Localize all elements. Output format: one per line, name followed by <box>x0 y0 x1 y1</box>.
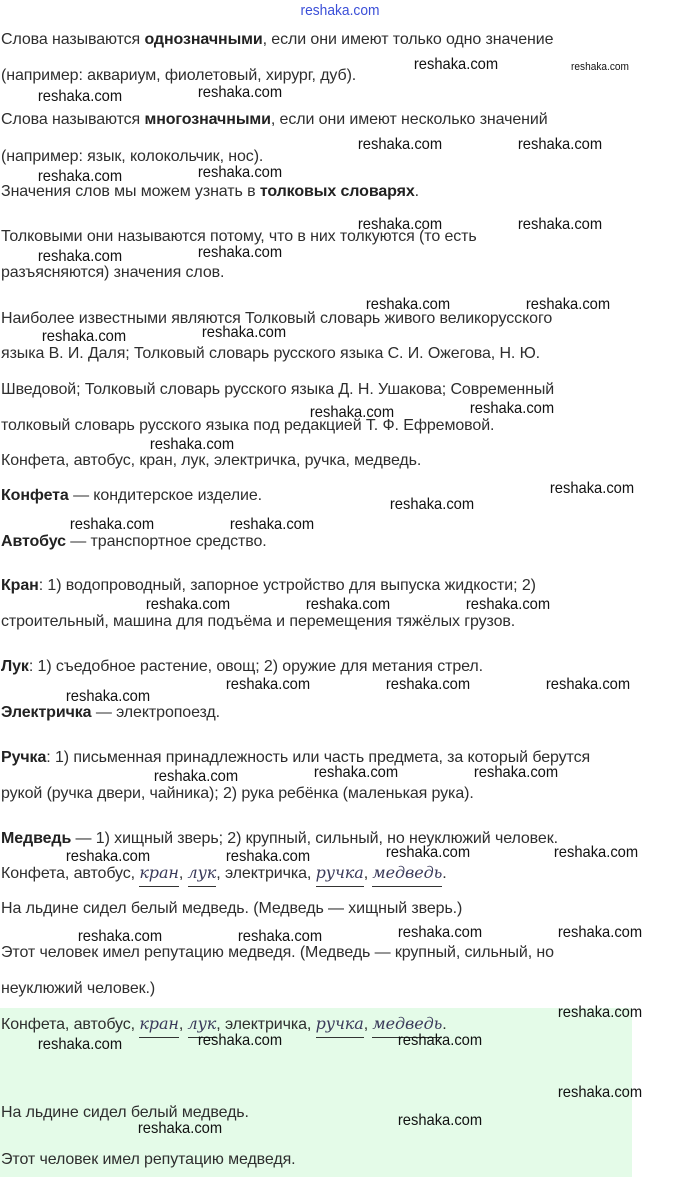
watermark: reshaka.com <box>553 844 639 861</box>
text-line <box>1 658 483 676</box>
text-run: Значения слов мы можем узнать в <box>1 183 260 200</box>
bold-term: однозначными <box>144 31 263 48</box>
bold-term: толковых словарях <box>259 183 415 200</box>
text-run: , если они имеют несколько значений <box>270 111 548 128</box>
watermark: reshaka.com <box>305 596 391 613</box>
handwritten-word: кран <box>139 863 179 882</box>
text-run: На льдине сидел белый медведь. <box>1 1104 249 1121</box>
text-run: Этот человек имел репутацию медведя. <box>1 1151 296 1168</box>
text-line <box>1 900 462 918</box>
watermark: reshaka.com <box>197 164 283 181</box>
text-run: Конфета, автобус, <box>1 865 140 882</box>
text-run: . <box>442 865 447 882</box>
bold-term: Конфета <box>1 487 69 504</box>
watermark: reshaka.com <box>309 404 395 421</box>
handwritten-word: медведь <box>372 863 443 882</box>
watermark: reshaka.com <box>397 924 483 941</box>
handwritten-word: ручка <box>315 863 364 882</box>
text-run: На льдине сидел белый медведь. (Медведь — хищный зверь.) <box>1 900 463 917</box>
text-run: — 1) хищный зверь; 2) крупный, сильный, но неуклюжий человек. <box>71 830 558 847</box>
text-run: , <box>178 865 188 882</box>
watermark: reshaka.com <box>149 436 235 453</box>
text-run: рукой (ручка двери, чайника); 2) рука ребёнка (маленькая рука). <box>1 785 474 802</box>
text-line <box>1 864 447 883</box>
watermark: reshaka.com <box>525 296 611 313</box>
watermark: reshaka.com <box>385 676 471 693</box>
text-run: . <box>414 183 419 200</box>
watermark: reshaka.com <box>389 496 475 513</box>
text-run: языка В. И. Даля; Толковый словарь русского языка С. И. Ожегова, Н. Ю. <box>1 345 541 362</box>
text-run: : 1) письменная принадлежность или часть предмета, за который берутся <box>46 749 591 766</box>
text-run: . <box>442 1016 447 1033</box>
text-line <box>1 345 540 363</box>
watermark: reshaka.com <box>197 1032 283 1049</box>
text-line <box>1 452 421 470</box>
text-run: Наиболее известными являются Толковый словарь живого великорусского <box>1 310 553 327</box>
watermark: reshaka.com <box>225 676 311 693</box>
text-run: , <box>178 1016 188 1033</box>
bold-term: Лук <box>1 658 29 675</box>
watermark: reshaka.com <box>365 296 451 313</box>
text-run: — транспортное средство. <box>65 533 267 550</box>
text-run: Слова называются <box>1 31 145 48</box>
watermark: reshaka.com <box>300 2 380 19</box>
watermark: reshaka.com <box>137 1120 223 1137</box>
watermark: reshaka.com <box>77 928 163 945</box>
watermark: reshaka.com <box>37 1036 123 1053</box>
text-run: толковый словарь русского языка под редакцией Т. Ф. Ефремовой. <box>1 417 495 434</box>
watermark: reshaka.com <box>201 324 287 341</box>
text-run: (например: язык, колокольчик, нос). <box>1 148 264 165</box>
watermark: reshaka.com <box>557 1084 643 1101</box>
text-line <box>1 183 419 201</box>
text-line <box>1 577 536 595</box>
watermark: reshaka.com <box>557 1004 643 1021</box>
text-run: , электричка, <box>216 865 316 882</box>
bold-term: Ручка <box>1 749 47 766</box>
text-run: : 1) съедобное растение, овощ; 2) оружие для метания стрел. <box>28 658 484 675</box>
text-line <box>1 67 356 85</box>
bold-term: Автобус <box>1 533 66 550</box>
watermark: reshaka.com <box>229 516 315 533</box>
text-line <box>1 830 558 848</box>
text-run: неуклюжий человек.) <box>1 980 156 997</box>
watermark: reshaka.com <box>41 328 127 345</box>
watermark: reshaka.com <box>517 136 603 153</box>
text-run: Этот человек имел репутацию медведя. (Медведь — крупный, сильный, но <box>1 944 554 961</box>
text-run: строительный, машина для подъёма и перемещения тяжёлых грузов. <box>1 613 516 630</box>
handwritten-word: лук <box>187 863 217 882</box>
text-line <box>1 704 220 722</box>
handwritten-word: лук <box>187 1014 217 1033</box>
text-line <box>1 944 554 962</box>
handwritten-word: кран <box>139 1014 179 1033</box>
watermark: reshaka.com <box>571 61 629 73</box>
watermark: reshaka.com <box>385 844 471 861</box>
text-run: — электропоезд. <box>91 704 221 721</box>
text-run: Шведовой; Толковый словарь русского языка Д. Н. Ушакова; Современный <box>1 381 555 398</box>
watermark: reshaka.com <box>545 676 631 693</box>
watermark: reshaka.com <box>549 480 635 497</box>
text-run: , <box>363 1016 373 1033</box>
text-line <box>1 381 554 399</box>
text-run: Слова называются <box>1 111 145 128</box>
watermark: reshaka.com <box>473 764 559 781</box>
watermark: reshaka.com <box>37 168 123 185</box>
text-line <box>1 613 515 631</box>
watermark: reshaka.com <box>469 400 555 417</box>
watermark: reshaka.com <box>153 768 239 785</box>
watermark: reshaka.com <box>313 764 399 781</box>
text-line <box>1 31 553 49</box>
handwritten-word: медведь <box>372 1014 443 1033</box>
watermark: reshaka.com <box>237 928 323 945</box>
watermark: reshaka.com <box>69 516 155 533</box>
watermark: reshaka.com <box>465 596 551 613</box>
watermark: reshaka.com <box>225 848 311 865</box>
bold-term: Кран <box>1 577 39 594</box>
bold-term: многозначными <box>144 111 271 128</box>
text-line <box>1 417 494 435</box>
text-line <box>1 533 267 551</box>
text-line <box>1 111 548 129</box>
text-run: Толковыми они называются потому, что в них толкуются (то есть <box>1 228 477 245</box>
text-line <box>1 264 224 282</box>
text-run: , <box>363 865 373 882</box>
text-line <box>1 980 155 998</box>
watermark: reshaka.com <box>145 596 231 613</box>
text-run: разъясняются) значения слов. <box>1 264 225 281</box>
text-run: (например: аквариум, фиолетовый, хирург, дуб). <box>1 67 357 84</box>
watermark: reshaka.com <box>413 56 499 73</box>
text-run: : 1) водопроводный, запорное устройство для выпуска жидкости; 2) <box>38 577 536 594</box>
watermark: reshaka.com <box>65 848 151 865</box>
watermark: reshaka.com <box>397 1032 483 1049</box>
text-run: , если они имеют только одно значение <box>262 31 554 48</box>
watermark: reshaka.com <box>557 924 643 941</box>
text-run: — кондитерское изделие. <box>68 487 263 504</box>
bold-term: Медведь <box>1 830 72 847</box>
handwritten-word: ручка <box>315 1014 364 1033</box>
watermark: reshaka.com <box>65 688 151 705</box>
watermark: reshaka.com <box>357 136 443 153</box>
text-run: Конфета, автобус, кран, лук, электричка, ручка, медведь. <box>1 452 422 469</box>
text-line <box>1 487 262 505</box>
watermark: reshaka.com <box>37 248 123 265</box>
text-line <box>1 1151 296 1169</box>
bold-term: Электричка <box>1 704 92 721</box>
watermark: reshaka.com <box>37 88 123 105</box>
text-run: , электричка, <box>216 1016 316 1033</box>
watermark: reshaka.com <box>357 216 443 233</box>
watermark: reshaka.com <box>517 216 603 233</box>
text-line <box>1 785 474 803</box>
watermark: reshaka.com <box>197 84 283 101</box>
text-run: Конфета, автобус, <box>1 1016 140 1033</box>
watermark: reshaka.com <box>197 244 283 261</box>
watermark: reshaka.com <box>397 1112 483 1129</box>
